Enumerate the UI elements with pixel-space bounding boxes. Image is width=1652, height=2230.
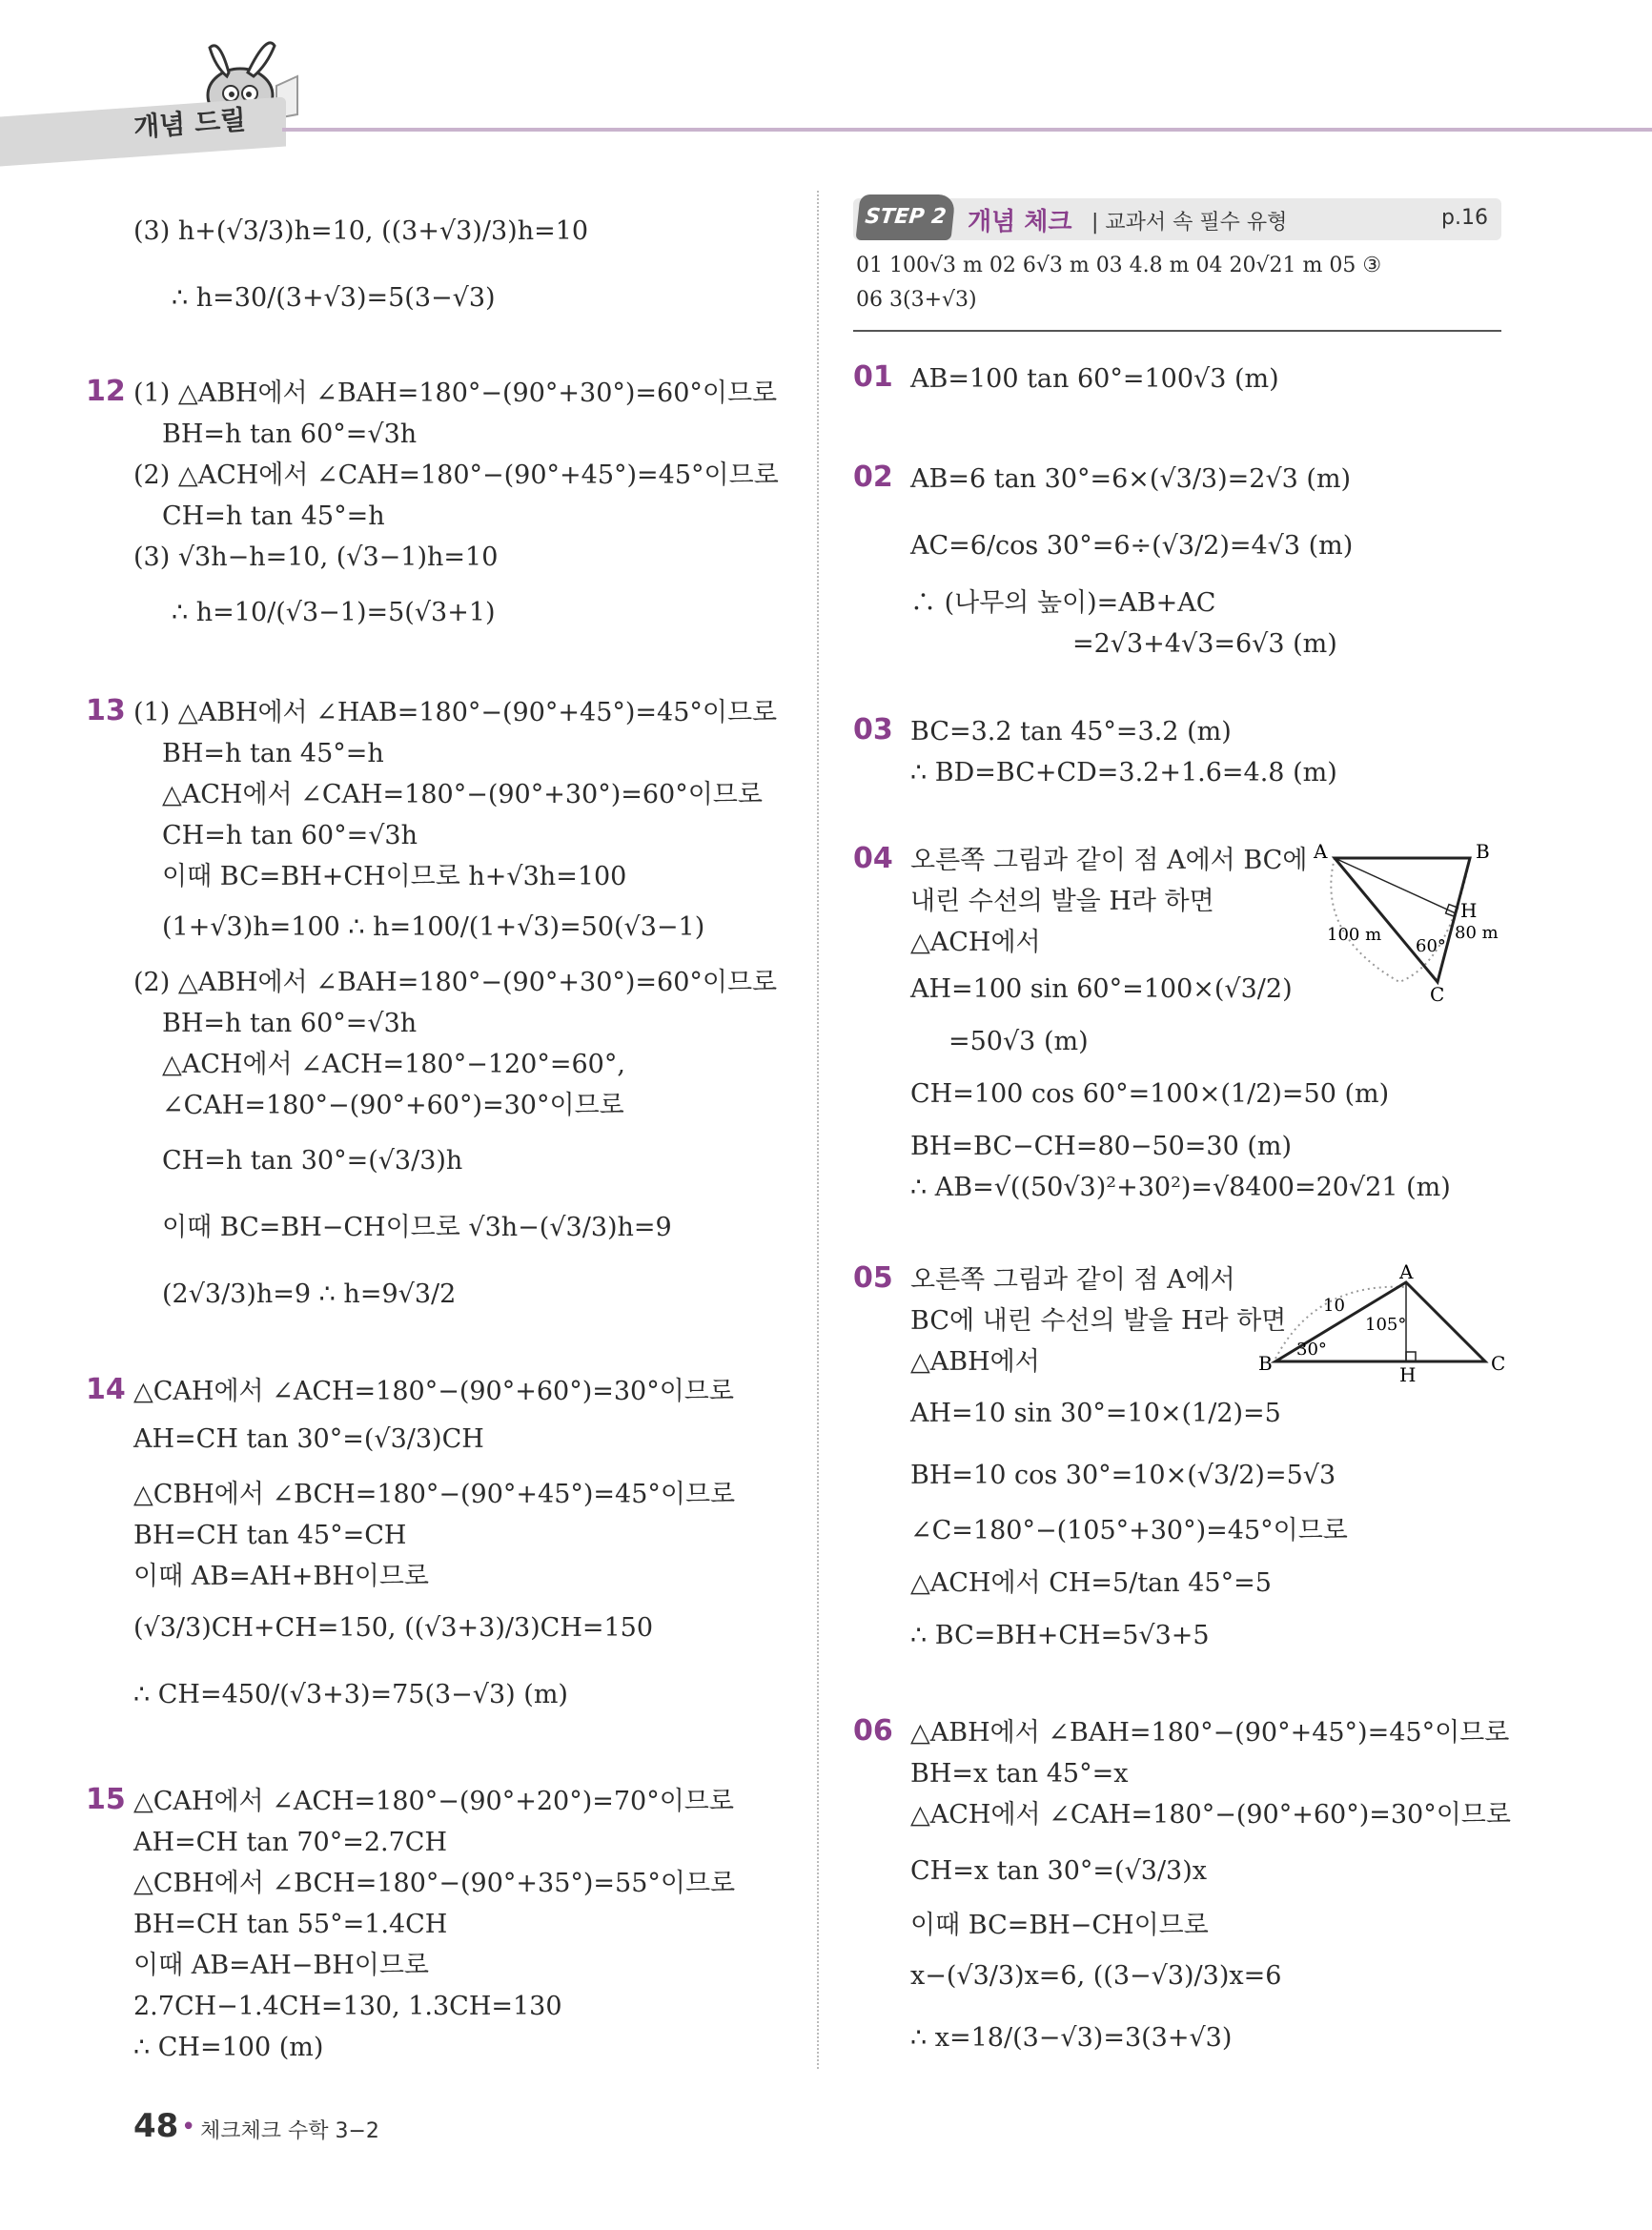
step-page-ref: p.16	[1441, 206, 1488, 230]
solution-line-r4: ∴ (나무의 높이)=AB+AC	[910, 588, 1216, 618]
fig05-label-ab: 10	[1323, 1296, 1345, 1316]
solution-line-r15: ∴ AB=√((50√3)²+30²)=√8400=20√21 (m)	[910, 1173, 1451, 1202]
solution-line-l14: (1+√3)h=100 ∴ h=100/(1+√3)=50(√3−1)	[162, 912, 705, 942]
solution-line-l25: BH=CH tan 45°=CH	[133, 1521, 407, 1550]
fig05-label-h: H	[1399, 1363, 1417, 1386]
solution-line-l22: △CAH에서 ∠ACH=180°−(90°+60°)=30°이므로	[133, 1377, 734, 1406]
solution-line-r3: AC=6/cos 30°=6÷(√3/2)=4√3 (m)	[910, 531, 1354, 561]
solution-line-l30: AH=CH tan 70°=2.7CH	[133, 1828, 447, 1857]
figure-05	[1258, 1263, 1516, 1387]
fig04-label-angle: 60°	[1416, 936, 1446, 956]
solution-line-l27: (√3/3)CH+CH=150, ((√3+3)/3)CH=150	[133, 1613, 654, 1643]
solution-line-l13: 이때 BC=BH+CH이므로 h+√3h=100	[162, 862, 627, 891]
solution-line-r20: BH=10 cos 30°=10×(√3/2)=5√3	[910, 1461, 1336, 1490]
answer-divider	[853, 330, 1501, 332]
fig04-triangle	[1335, 858, 1470, 982]
solution-line-l29: △CAH에서 ∠ACH=180°−(90°+20°)=70°이므로	[133, 1787, 734, 1816]
solution-line-r25: BH=x tan 45°=x	[910, 1759, 1129, 1789]
fig04-altitude	[1335, 858, 1456, 913]
fig05-label-angle-b: 30°	[1296, 1340, 1327, 1360]
problem-number-q03: 03	[853, 713, 893, 747]
solution-line-r24: △ABH에서 ∠BAH=180°−(90°+45°)=45°이므로	[910, 1718, 1510, 1748]
solution-line-l7: (3) √3h−h=10, (√3−1)h=10	[133, 542, 499, 572]
solution-line-r22: △ACH에서 CH=5/tan 45°=5	[910, 1568, 1272, 1598]
problem-number-q01: 01	[853, 360, 893, 394]
fig04-label-ac: 100 m	[1327, 925, 1382, 945]
problem-number-n15: 15	[86, 1783, 126, 1816]
header-rule	[282, 128, 1652, 132]
problem-number-n14: 14	[86, 1373, 126, 1406]
solution-line-r30: ∴ x=18/(3−√3)=3(3+√3)	[910, 2023, 1233, 2053]
problem-number-n12: 12	[86, 375, 126, 408]
solution-line-l15: (2) △ABH에서 ∠BAH=180°−(90°+30°)=60°이므로	[133, 968, 778, 997]
header-title: 개념 드릴	[133, 103, 248, 144]
solution-line-l3: (1) △ABH에서 ∠BAH=180°−(90°+30°)=60°이므로	[133, 378, 778, 408]
solution-line-r17: BC에 내린 수선의 발을 H라 하면	[910, 1306, 1287, 1336]
fig04-label-a: A	[1314, 840, 1328, 863]
column-divider	[817, 191, 819, 2069]
solution-line-r10: △ACH에서	[910, 928, 1041, 957]
problem-number-q02: 02	[853, 460, 893, 494]
figure-04	[1306, 839, 1516, 1011]
step-title: 개념 체크	[968, 208, 1072, 236]
solution-line-r29: x−(√3/3)x=6, ((3−√3)/3)x=6	[910, 1961, 1282, 1991]
problem-number-q05: 05	[853, 1261, 893, 1295]
solution-line-r11: AH=100 sin 60°=100×(√3/2)	[910, 974, 1293, 1004]
fig05-label-b: B	[1258, 1352, 1273, 1375]
problem-number-q06: 06	[853, 1714, 893, 1748]
solution-line-l10: BH=h tan 45°=h	[162, 739, 384, 768]
solution-line-l17: △ACH에서 ∠ACH=180°−120°=60°,	[162, 1050, 625, 1079]
solution-line-r19: AH=10 sin 30°=10×(1/2)=5	[910, 1399, 1281, 1428]
step-badge: STEP 2	[855, 194, 955, 240]
fig04-label-bc: 80 m	[1455, 923, 1499, 943]
fig04-label-h: H	[1460, 899, 1478, 922]
solution-line-l19: CH=h tan 30°=(√3/3)h	[162, 1146, 463, 1176]
solution-line-l35: ∴ CH=100 (m)	[133, 2033, 324, 2062]
solution-line-r12: =50√3 (m)	[948, 1027, 1089, 1056]
solution-line-r27: CH=x tan 30°=(√3/3)x	[910, 1856, 1207, 1886]
problem-number-q04: 04	[853, 842, 893, 875]
solution-line-l5: (2) △ACH에서 ∠CAH=180°−(90°+45°)=45°이므로	[133, 460, 779, 490]
solution-line-l8: ∴ h=10/(√3−1)=5(√3+1)	[172, 598, 496, 627]
fig05-label-a: A	[1399, 1263, 1414, 1283]
solution-line-l2: ∴ h=30/(3+√3)=5(3−√3)	[172, 283, 496, 313]
solution-line-l32: BH=CH tan 55°=1.4CH	[133, 1910, 448, 1939]
fig04-arc	[1331, 858, 1470, 982]
solution-line-l23: AH=CH tan 30°=(√3/3)CH	[133, 1424, 484, 1454]
solution-line-l33: 이때 AB=AH−BH이므로	[133, 1951, 430, 1980]
solution-line-r9: 내린 수선의 발을 H라 하면	[910, 887, 1214, 916]
page-number: 48	[133, 2107, 179, 2145]
solution-line-l18: ∠CAH=180°−(90°+60°)=30°이므로	[162, 1091, 624, 1120]
solution-line-r21: ∠C=180°−(105°+30°)=45°이므로	[910, 1516, 1348, 1545]
solution-line-r23: ∴ BC=BH+CH=5√3+5	[910, 1621, 1210, 1650]
solution-line-r28: 이때 BC=BH−CH이므로	[910, 1911, 1209, 1940]
answer-row-2: 06 3(3+√3)	[856, 288, 977, 312]
fig05-label-angle-a: 105°	[1365, 1315, 1407, 1335]
solution-line-r16: 오른쪽 그림과 같이 점 A에서	[910, 1265, 1235, 1295]
answer-row-1: 01 100√3 m 02 6√3 m 03 4.8 m 04 20√21 m 05 ③	[856, 254, 1382, 277]
solution-line-r26: △ACH에서 ∠CAH=180°−(90°+60°)=30°이므로	[910, 1800, 1511, 1830]
solution-line-r2: AB=6 tan 30°=6×(√3/3)=2√3 (m)	[910, 464, 1352, 494]
step-subtitle: | 교과서 속 필수 유형	[1091, 211, 1288, 235]
solution-line-l4: BH=h tan 60°=√3h	[162, 419, 418, 449]
solution-line-l34: 2.7CH−1.4CH=130, 1.3CH=130	[133, 1992, 562, 2021]
solution-line-l1: (3) h+(√3/3)h=10, ((3+√3)/3)h=10	[133, 216, 589, 246]
problem-number-n13: 13	[86, 694, 126, 727]
solution-line-l26: 이때 AB=AH+BH이므로	[133, 1562, 430, 1591]
fig04-label-c: C	[1430, 983, 1445, 1006]
solution-line-l16: BH=h tan 60°=√3h	[162, 1009, 418, 1038]
solution-line-l24: △CBH에서 ∠BCH=180°−(90°+45°)=45°이므로	[133, 1480, 736, 1509]
book-title: 체크체크 수학 3−2	[200, 2119, 379, 2143]
solution-line-r8: 오른쪽 그림과 같이 점 A에서 BC에	[910, 846, 1308, 875]
solution-line-l21: (2√3/3)h=9 ∴ h=9√3/2	[162, 1279, 457, 1309]
fig05-label-c: C	[1491, 1352, 1506, 1375]
solution-line-l9: (1) △ABH에서 ∠HAB=180°−(90°+45°)=45°이므로	[133, 698, 778, 727]
solution-line-r14: BH=BC−CH=80−50=30 (m)	[910, 1132, 1293, 1161]
footer-bullet: •	[181, 2113, 196, 2141]
solution-line-r1: AB=100 tan 60°=100√3 (m)	[910, 364, 1279, 394]
solution-line-l31: △CBH에서 ∠BCH=180°−(90°+35°)=55°이므로	[133, 1869, 736, 1898]
solution-line-r7: ∴ BD=BC+CD=3.2+1.6=4.8 (m)	[910, 758, 1337, 788]
solution-line-r5: =2√3+4√3=6√3 (m)	[1072, 629, 1337, 659]
solution-line-l12: CH=h tan 60°=√3h	[162, 821, 418, 850]
fig04-label-b: B	[1476, 840, 1490, 863]
solution-line-l6: CH=h tan 45°=h	[162, 501, 385, 531]
solution-line-r13: CH=100 cos 60°=100×(1/2)=50 (m)	[910, 1079, 1390, 1109]
solution-line-l20: 이때 BC=BH−CH이므로 √3h−(√3/3)h=9	[162, 1213, 672, 1242]
solution-line-l11: △ACH에서 ∠CAH=180°−(90°+30°)=60°이므로	[162, 780, 763, 809]
solution-line-r18: △ABH에서	[910, 1347, 1040, 1377]
solution-line-l28: ∴ CH=450/(√3+3)=75(3−√3) (m)	[133, 1680, 568, 1709]
solution-line-r6: BC=3.2 tan 45°=3.2 (m)	[910, 717, 1232, 747]
